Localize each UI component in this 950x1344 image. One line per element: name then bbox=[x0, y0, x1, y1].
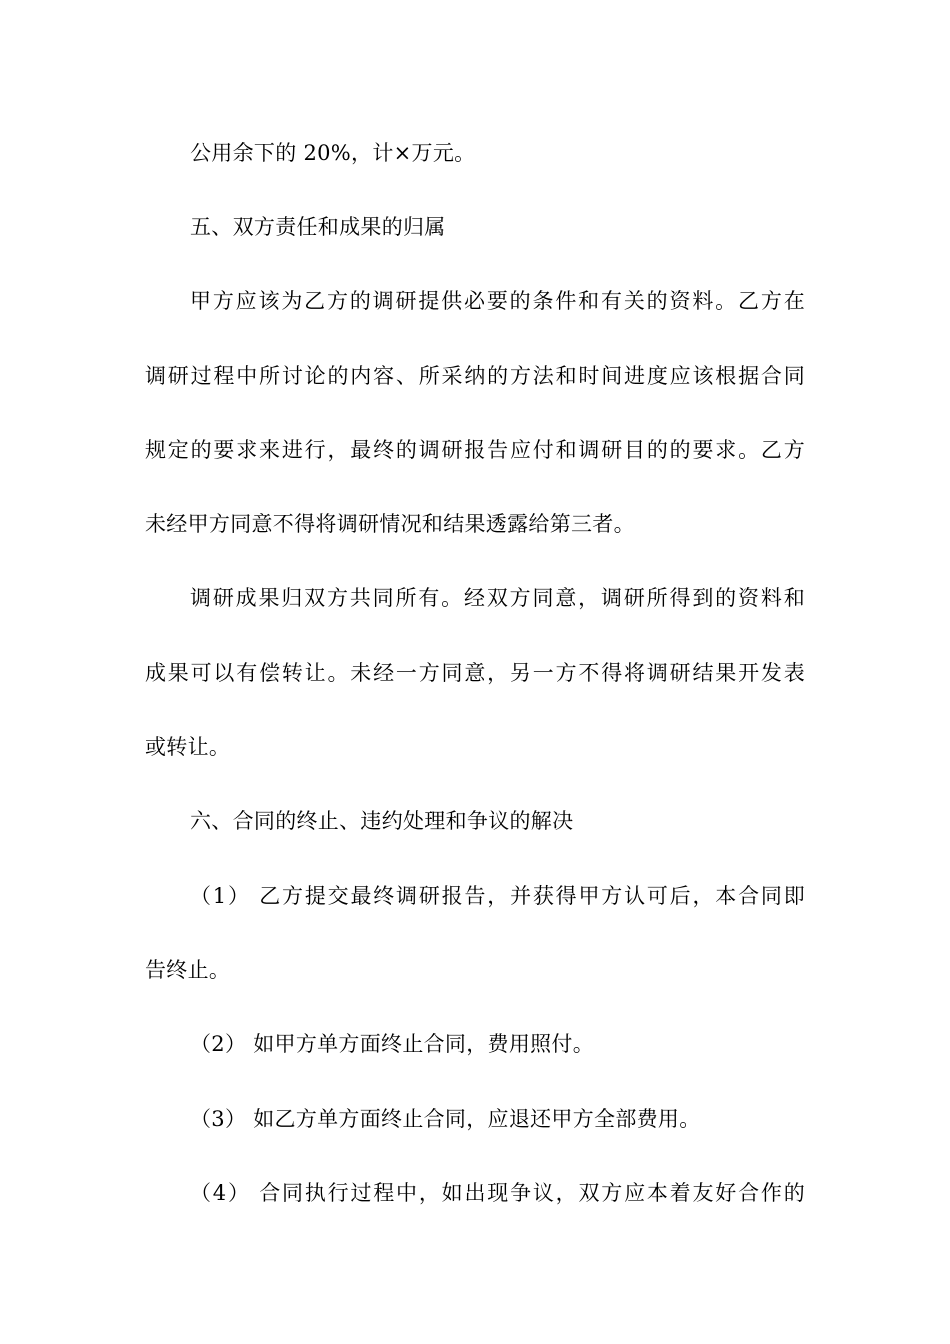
paragraph-line: 规定的要求来进行，最终的调研报告应付和调研目的的要求。乙方 bbox=[145, 438, 805, 462]
paragraph-line: 甲方应该为乙方的调研提供必要的条件和有关的资料。乙方在 bbox=[190, 289, 805, 313]
list-item: （2） 如甲方单方面终止合同，费用照付。 bbox=[190, 1032, 595, 1056]
paragraph-line: 成果可以有偿转让。未经一方同意，另一方不得将调研结果开发表 bbox=[145, 661, 805, 685]
section-heading: 五、双方责任和成果的归属 bbox=[190, 215, 446, 239]
section-heading: 六、合同的终止、违约处理和争议的解决 bbox=[190, 809, 574, 833]
paragraph-line: 或转让。 bbox=[145, 735, 231, 759]
list-item: （4） 合同执行过程中，如出现争议，双方应本着友好合作的 bbox=[190, 1181, 805, 1205]
paragraph-line: 调研过程中所讨论的内容、所采纳的方法和时间进度应该根据合同 bbox=[145, 364, 805, 388]
paragraph-line: 告终止。 bbox=[145, 958, 231, 982]
paragraph-line: 公用余下的 20%，计×万元。 bbox=[190, 141, 476, 165]
list-item: （3） 如乙方单方面终止合同，应退还甲方全部费用。 bbox=[190, 1107, 701, 1131]
paragraph-line: 未经甲方同意不得将调研情况和结果透露给第三者。 bbox=[145, 512, 635, 536]
paragraph-line: 调研成果归双方共同所有。经双方同意，调研所得到的资料和 bbox=[190, 586, 805, 610]
list-item: （1） 乙方提交最终调研报告，并获得甲方认可后，本合同即 bbox=[190, 884, 805, 908]
